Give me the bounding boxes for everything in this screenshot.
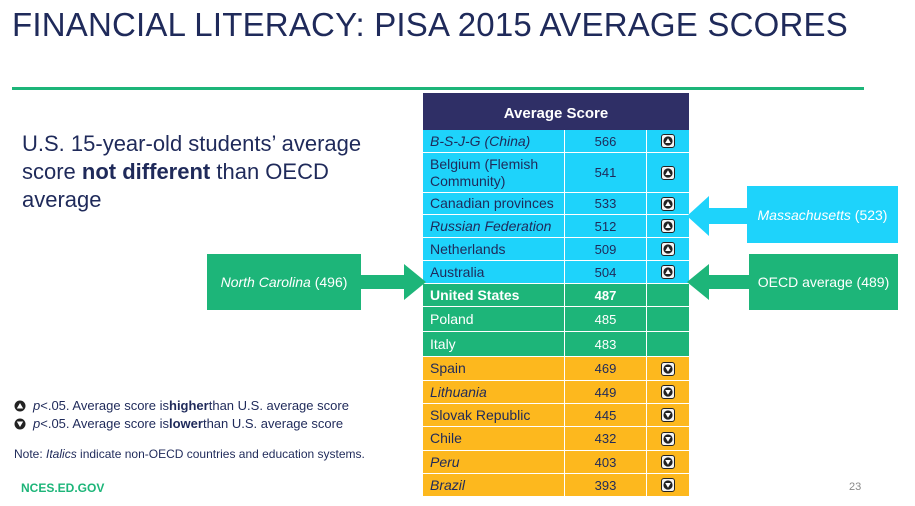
score-cell: 403	[565, 451, 647, 474]
score-cell: 487	[565, 284, 647, 307]
table-row	[423, 284, 689, 307]
table-row	[423, 427, 689, 451]
score-cell: 393	[565, 474, 647, 497]
down-triangle-icon	[661, 408, 675, 422]
score-cell: 483	[565, 332, 647, 357]
country-name-cell: Italy	[423, 332, 565, 357]
up-triangle-icon	[661, 134, 675, 148]
up-triangle-icon	[14, 400, 26, 412]
north-carolina-arrow-icon	[360, 264, 426, 300]
country-name-cell: Spain	[423, 357, 565, 381]
legend-lower-p: p	[33, 416, 41, 431]
score-cell: 509	[565, 238, 647, 261]
up-triangle-icon	[661, 166, 675, 180]
up-triangle-icon	[661, 265, 675, 279]
table-row	[423, 307, 689, 332]
subtitle-emphasis: not different	[81, 159, 211, 184]
table-row	[423, 238, 689, 261]
up-triangle-icon	[661, 242, 675, 256]
table-row	[423, 451, 689, 474]
table-row	[423, 261, 689, 284]
table-row	[423, 332, 689, 357]
title-divider	[12, 87, 864, 90]
country-name-cell: Canadian provinces	[423, 193, 565, 215]
country-name-cell: B-S-J-G (China)	[423, 130, 565, 153]
score-table	[423, 93, 689, 493]
legend-lower-suffix: than U.S. average score	[202, 416, 344, 431]
north-carolina-score: (496)	[314, 274, 348, 290]
up-triangle-icon	[661, 197, 675, 211]
oecd-average-callout	[749, 254, 898, 310]
legend-higher-suffix: than U.S. average score	[208, 398, 349, 413]
down-triangle-icon	[661, 385, 675, 399]
table-row	[423, 381, 689, 404]
significance-cell	[647, 261, 689, 284]
up-triangle-icon	[661, 219, 675, 233]
significance-cell	[647, 381, 689, 404]
table-row	[423, 474, 689, 497]
significance-cell	[647, 215, 689, 238]
significance-cell	[647, 474, 689, 497]
subtitle-prefix: U.S. 15-year-old students’ average score	[22, 131, 362, 184]
significance-cell	[647, 238, 689, 261]
country-name-cell: Peru	[423, 451, 565, 474]
table-row	[423, 130, 689, 153]
country-name-cell: Australia	[423, 261, 565, 284]
score-cell: 449	[565, 381, 647, 404]
country-name-cell: Poland	[423, 307, 565, 332]
score-cell: 533	[565, 193, 647, 215]
legend-lower-bold: lower	[169, 416, 203, 431]
massachusetts-callout	[747, 186, 898, 243]
legend-lower	[14, 416, 343, 431]
table-row	[423, 153, 689, 193]
score-cell: 512	[565, 215, 647, 238]
significance-cell	[647, 307, 689, 332]
table-header: Average Score	[423, 93, 689, 130]
legend-higher-bold: higher	[169, 398, 209, 413]
oecd-arrow-icon	[687, 264, 751, 300]
country-name-cell: Brazil	[423, 474, 565, 497]
down-triangle-icon	[14, 418, 26, 430]
slide-title: FINANCIAL LITERACY: PISA 2015 AVERAGE SCORES	[12, 6, 848, 43]
table-row	[423, 193, 689, 215]
note-italic: Italics	[46, 447, 77, 461]
legend-higher-p: p	[33, 398, 41, 413]
country-name-cell: Netherlands	[423, 238, 565, 261]
note-suffix: indicate non-OECD countries and education systems.	[76, 447, 365, 461]
significance-cell	[647, 451, 689, 474]
down-triangle-icon	[661, 455, 675, 469]
subtitle-suffix: than OECD average	[22, 159, 329, 212]
significance-cell	[647, 153, 689, 193]
country-name-cell: Slovak Republic	[423, 404, 565, 427]
table-row	[423, 215, 689, 238]
note-prefix: Note:	[14, 447, 47, 461]
legend-lower-mid: <.05. Average score is	[40, 416, 169, 431]
table-row	[423, 404, 689, 427]
significance-cell	[647, 284, 689, 307]
score-cell: 504	[565, 261, 647, 284]
legend-higher-mid: <.05. Average score is	[40, 398, 169, 413]
significance-cell	[647, 427, 689, 451]
country-name-cell: Russian Federation	[423, 215, 565, 238]
score-cell: 566	[565, 130, 647, 153]
significance-cell	[647, 357, 689, 381]
significance-cell	[647, 404, 689, 427]
oecd-average-label: OECD average (489)	[757, 274, 890, 290]
significance-cell	[647, 193, 689, 215]
country-name-cell: Belgium (Flemish Community)	[423, 153, 565, 193]
north-carolina-name: North Carolina	[220, 274, 311, 290]
country-name-cell: United States	[423, 284, 565, 307]
down-triangle-icon	[661, 478, 675, 492]
significance-cell	[647, 332, 689, 357]
footnote	[14, 447, 365, 461]
massachusetts-score: (523)	[854, 206, 888, 223]
north-carolina-callout	[207, 254, 361, 310]
slide-subtitle	[22, 130, 382, 214]
table-row	[423, 357, 689, 381]
legend-higher	[14, 398, 349, 413]
down-triangle-icon	[661, 362, 675, 376]
massachusetts-arrow-icon	[687, 196, 749, 236]
score-cell: 469	[565, 357, 647, 381]
score-cell: 432	[565, 427, 647, 451]
significance-cell	[647, 130, 689, 153]
score-cell: 541	[565, 153, 647, 193]
country-name-cell: Lithuania	[423, 381, 565, 404]
page-number: 23	[849, 481, 862, 493]
score-cell: 445	[565, 404, 647, 427]
massachusetts-name: Massachusetts	[757, 206, 851, 223]
down-triangle-icon	[661, 432, 675, 446]
score-cell: 485	[565, 307, 647, 332]
country-name-cell: Chile	[423, 427, 565, 451]
footer-site-link[interactable]: NCES.ED.GOV	[21, 481, 105, 495]
